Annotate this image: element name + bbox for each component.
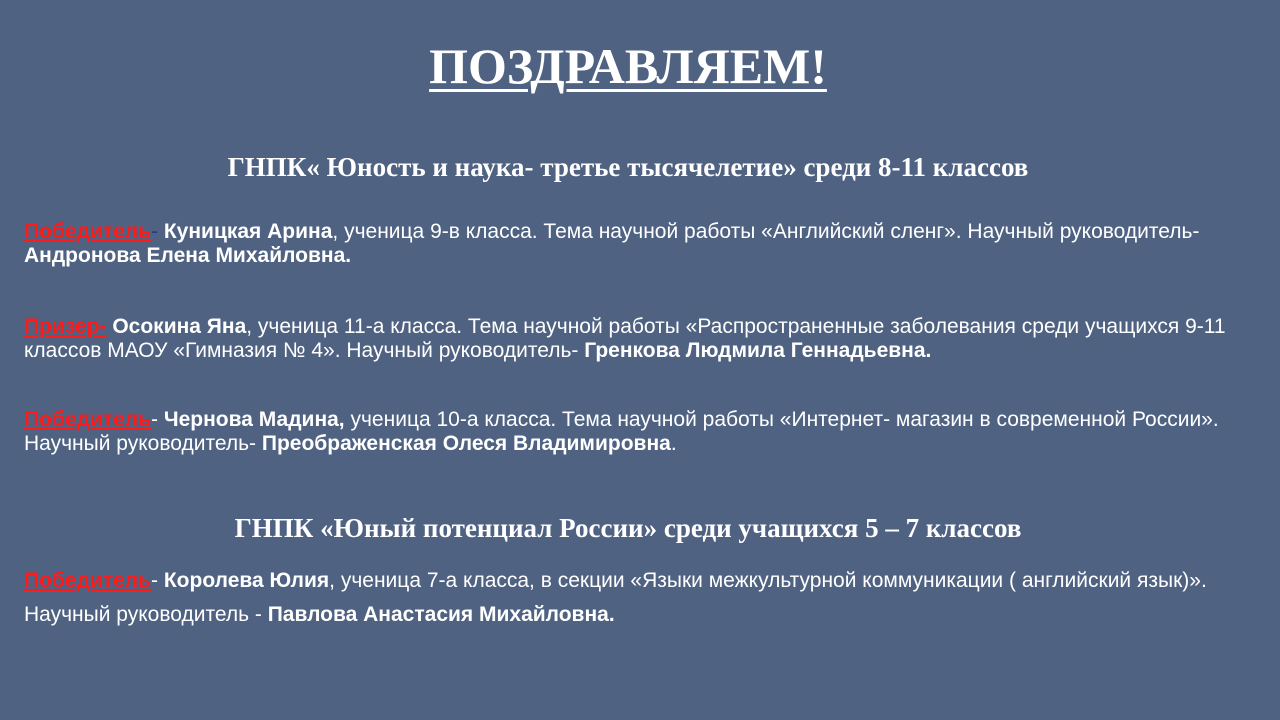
award-entry — [24, 564, 1256, 632]
award-role: Победитель — [24, 408, 152, 431]
student-name: Осокина Яна — [112, 315, 247, 338]
award-role: Победитель — [24, 220, 152, 243]
award-role: Призер- — [24, 315, 107, 338]
separator: - — [151, 220, 164, 243]
award-entry — [24, 408, 1256, 456]
supervisor-name: Павлова Анастасия Михайловна. — [267, 603, 615, 626]
entry-description: , ученица 7-а класса, в секции «Языки межкультурной коммуникации ( английский язык)». Научный руководитель - — [24, 569, 1207, 626]
supervisor-name: Преображенская Олеся Владимировна — [261, 432, 671, 455]
student-name: Куницкая Арина — [163, 220, 333, 243]
separator: - — [151, 408, 164, 431]
supervisor-name: Гренкова Людмила Геннадьевна. — [584, 339, 932, 362]
student-name: Королева Юлия — [163, 569, 330, 592]
section-heading-youth-and-science: ГНПК« Юность и наука- третье тысячелетие» среди 8-11 классов — [227, 152, 1029, 182]
supervisor-name: Андронова Елена Михайловна. — [24, 244, 352, 267]
slide-title: ПОЗДРАВЛЯЕМ! — [429, 38, 827, 94]
entry-description: , ученица 11-а класса. Тема научной работы «Распространенные заболевания среди учащихся 9-11 классов МАОУ «Гимназия № 4». Научный руководитель- — [24, 315, 1226, 362]
separator: - — [151, 569, 164, 592]
section-heading-young-potential: ГНПК «Юный потенциал России» среди учащихся 5 – 7 классов — [234, 513, 1022, 543]
award-entry — [24, 315, 1256, 363]
entry-description: , ученица 9-в класса. Тема научной работы «Английский сленг». Научный руководитель- — [332, 220, 1200, 243]
entry-end: . — [670, 432, 677, 455]
award-role: Победитель — [24, 569, 152, 592]
award-entry — [24, 220, 1256, 268]
entry-description: ученица 10-а класса. Тема научной работы «Интернет- магазин в современной России». Научный руководитель- — [24, 408, 1219, 455]
student-name: Чернова Мадина, — [163, 408, 345, 431]
